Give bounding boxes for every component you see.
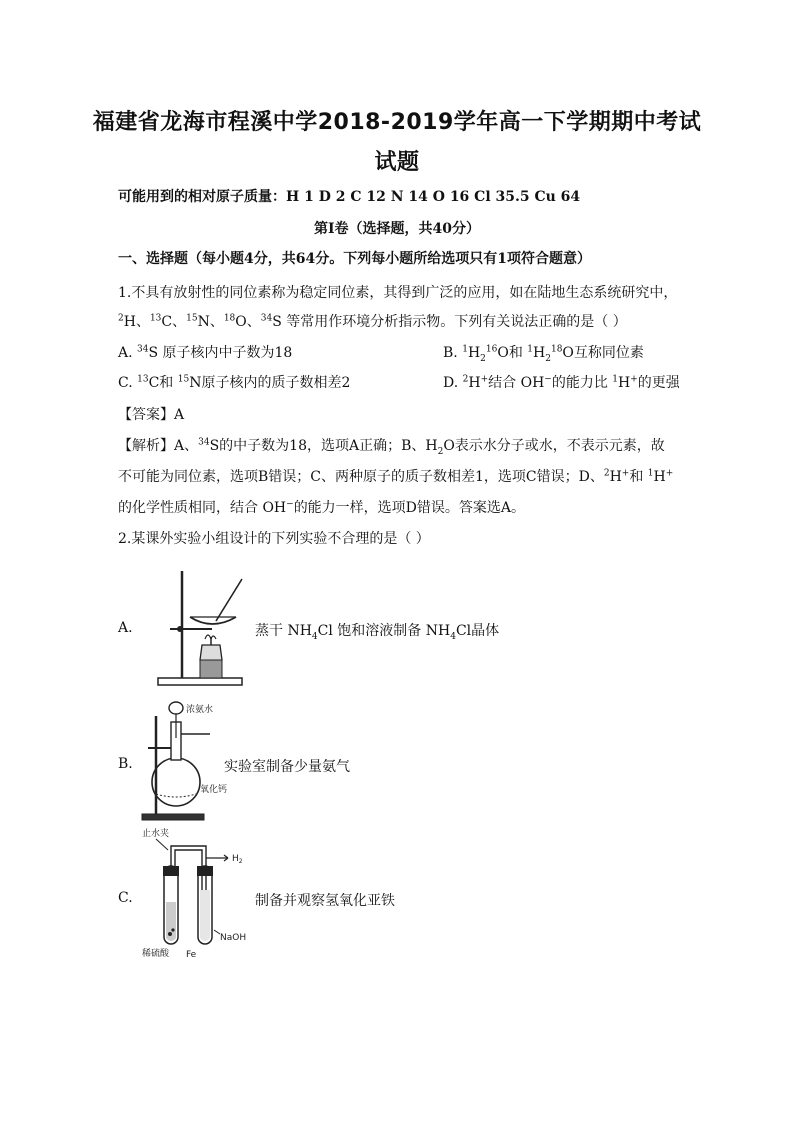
q1-analysis-line3: 的化学性质相同，结合 OH−的能力一样，选项D错误。答案选A。 [118, 499, 526, 516]
q2-option-a-text-mid: Cl 饱和溶液制备 NH [317, 623, 451, 639]
q2-stem: 2.某课外实验小组设计的下列实验不合理的是（ ） [118, 531, 430, 547]
q2-option-a-text-pre: 蒸干 NH [255, 623, 312, 639]
q1-option-b-mid: O和 [497, 345, 523, 361]
q1-option-d-mid2: 的能力比 [551, 375, 608, 391]
q1-analysis-l1c: O表示水分子或水，不表示元素，故 [443, 438, 665, 454]
q1-stem-line1: 1.不具有放射性的同位素称为稳定同位素，其得到广泛的应用，如在陆地生态系统研究中， [118, 285, 678, 301]
q2-option-b-letter: B. [118, 756, 133, 772]
q2-option-b-label-top: 浓氨水 [186, 705, 214, 715]
q1-option-a-text: 原子核内中子数为18 [162, 345, 293, 361]
q1-option-c-end: N原子核内的质子数相差2 [189, 375, 351, 391]
page-title: 福建省龙海市程溪中学2018-2019学年高一下学期期中考试 [92, 110, 702, 135]
q2-option-a-letter: A. [118, 620, 133, 636]
q2-option-c-label-naoh: NaOH [220, 933, 247, 943]
q1-analysis-line2: 不可能为同位素，选项B错误；C、两种原子的质子数相差1，选项C错误；D、$^2$H+和 $^1$H+ [118, 468, 674, 485]
q1-stem-line2: $^2$H、$^{13}$C、$^{15}$N、$^{18}$O、$^{34}$S 等常用作环境分析指示物。下列有关说法正确的是（ ） [118, 313, 627, 330]
q1-option-d: D. $^2$H+结合 OH−的能力比 $^1$H+的更强 [443, 374, 680, 391]
q2-option-c-label-h2: $H_2$ [232, 854, 243, 865]
part-title: 第Ⅰ卷（选择题，共40分） [313, 221, 481, 237]
q1-option-b: B. $^1H_2^{16}O$和 $^1H_2^{18}O$互称同位素 [443, 344, 644, 364]
q1-analysis-line1: 【解析】A、$^{34}$S的中子数为18，选项A正确；B、$H_2O$表示水分子或水，不表示元素，故 [118, 437, 665, 457]
q1-stem-line2-text: 等常用作环境分析指示物。下列有关说法正确的是（ ） [286, 314, 627, 330]
q1-option-c-mid: C和 [148, 375, 174, 391]
q1-option-d-end: 的更强 [637, 375, 680, 391]
q2-option-c-text: 制备并观察氢氧化亚铁 [255, 893, 395, 909]
q1-analysis-l1b: S的中子数为18，选项A正确；B、H [209, 438, 438, 454]
q2-option-a-text: 蒸干 $NH_4Cl$ 饱和溶液制备 $NH_4Cl$晶体 [255, 623, 500, 642]
q2-option-c-label-clip: 止水夹 [142, 829, 170, 839]
q1-answer: 【答案】A [118, 407, 185, 423]
q1-analysis-l2b: H [609, 469, 622, 485]
q1-analysis-l2: 不可能为同位素，选项B错误；C、两种原子的质子数相差1，选项C错误；D、 [118, 469, 604, 485]
q2-option-c-letter: C. [118, 890, 133, 906]
q1-option-b-end: O互称同位素 [562, 345, 644, 361]
q2-option-b-text: 实验室制备少量氨气 [224, 759, 350, 775]
section-title: 一、选择题（每小题4分，共64分。下列每小题所给选项只有1项符合题意） [118, 251, 591, 267]
q2-option-c-label-acid: 稀硫酸 [142, 949, 170, 959]
q1-analysis-l1a: A、 [174, 438, 199, 454]
q2-option-b-label-flask: 氧化钙 [200, 785, 228, 795]
ferrous-hydroxide-apparatus-image [136, 826, 254, 962]
q2-option-a-text-end: Cl晶体 [455, 623, 500, 639]
q2-option-c-label-h2-sym: H [232, 854, 239, 864]
page-title-line2: 试题 [374, 150, 420, 175]
q1-analysis-l3b: 的能力一样，选项D错误。答案选A。 [293, 500, 526, 516]
q1-option-a: A. $^{34}$S 原子核内中子数为18 [118, 344, 293, 361]
evaporation-apparatus-image [150, 565, 250, 687]
q1-option-d-mid: 结合 OH [488, 375, 545, 391]
q1-analysis-head: 【解析】 [118, 438, 174, 454]
atomic-masses: 可能用到的相对原子质量：H 1 D 2 C 12 N 14 O 16 Cl 35.5 Cu 64 [118, 189, 581, 205]
q1-analysis-l3: 的化学性质相同，结合 OH [118, 500, 287, 516]
q1-option-c: C. $^{13}$C和 $^{15}$N原子核内的质子数相差2 [118, 374, 351, 391]
q1-analysis-l2c: 和 [629, 469, 644, 485]
q2-option-c-label-fe: Fe [186, 950, 197, 960]
